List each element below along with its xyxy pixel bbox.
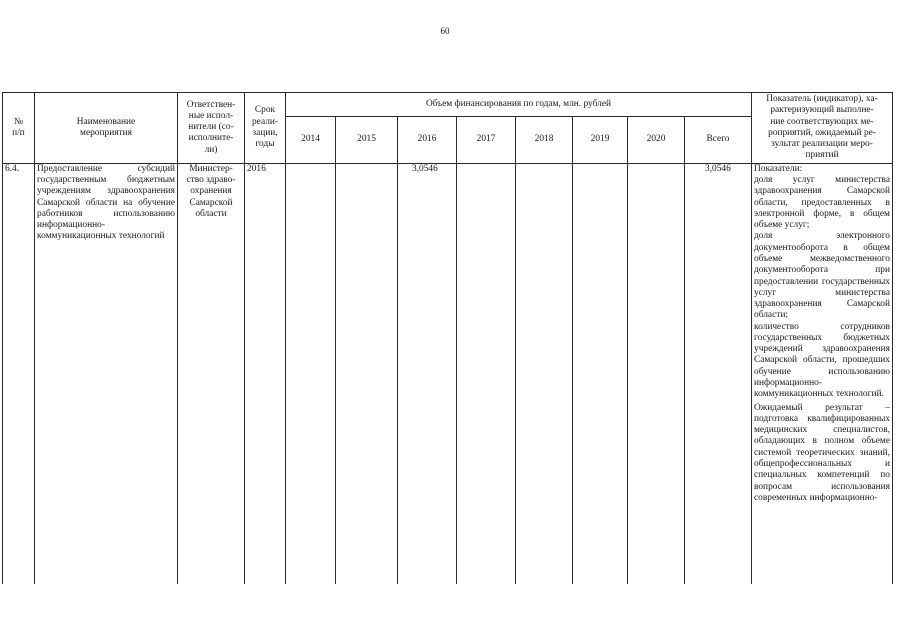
measures-table <box>2 92 893 584</box>
responsible-executor <box>178 163 245 584</box>
header-name-text: Наименование мероприятия <box>76 116 136 138</box>
indicator-item: доля услуг министерства здравоохранения Самарской области, предоставленных в электронной форме, в общем объеме услуг; <box>754 174 890 231</box>
indicator-title: Показатели: <box>754 163 803 174</box>
value-2020 <box>628 163 685 584</box>
responsible-text: Министер- ство здраво- охранения Самарской области <box>186 163 236 219</box>
header-indicator <box>752 93 893 164</box>
header-year: 2014 <box>286 117 336 163</box>
header-year: 2016 <box>398 117 457 163</box>
header-year: 2020 <box>628 117 685 163</box>
page-number: 60 <box>440 26 450 36</box>
value-2019 <box>573 163 628 584</box>
header-name <box>35 93 178 164</box>
measure-name: Предоставление субсидий государственным бюджетным учреждениям здравоохранения Самарской области на обучение работников использованию информационно-коммуникационных технологий <box>35 163 178 584</box>
header-year: 2019 <box>573 117 628 163</box>
indicator-item: количество сотрудников государственных бюджетных учреждений здравоохранения Самарской области, прошедших обучение использованию информационно-коммуникационных технологий. <box>754 321 890 400</box>
table-row <box>3 163 893 584</box>
header-financing <box>286 93 752 117</box>
value-2017 <box>457 163 516 584</box>
header-year: 2015 <box>336 117 398 163</box>
value-total: 3,0546 <box>685 163 752 584</box>
indicator-item: доля электронного документооборота в общем объеме межведомственного документооборота при предоставлении государственных услуг министерства здравоохранения Самарской области; <box>754 231 890 321</box>
header-term-text: Срок реали- зации, годы <box>251 105 279 150</box>
header-financing-text: Объем финансирования по годам, млн. рублей <box>425 98 612 109</box>
header-responsible <box>178 93 245 164</box>
header-num-text: № п/п <box>12 116 25 138</box>
indicator-cell <box>752 163 893 584</box>
row-num: 6.4. <box>3 163 35 584</box>
header-num <box>3 93 35 164</box>
header-year: 2017 <box>457 117 516 163</box>
header-term <box>245 93 286 164</box>
implementation-term: 2016 <box>245 163 286 584</box>
header-responsible-text: Ответствен- ные испол- нители (со- исполните- ли) <box>186 99 236 155</box>
header-indicator-text: Показатель (индикатор), ха- рактеризующий выполне- ние соответствующих ме- роприятий, ожидаемый ре- зультат реализации меро- приятий <box>766 94 878 161</box>
header-total: Всего <box>685 117 752 163</box>
expected-result: Ожидаемый результат – подготовка квалифицированных медицинских специалистов, обладающих в полном объеме системой теоретических знаний, общепрофессиональных и специальных компетенций по вопросам использования современных информационно- <box>754 402 890 503</box>
header-year: 2018 <box>516 117 573 163</box>
value-2016: 3,0546 <box>398 163 457 584</box>
value-2014 <box>286 163 336 584</box>
value-2018 <box>516 163 573 584</box>
value-2015 <box>336 163 398 584</box>
